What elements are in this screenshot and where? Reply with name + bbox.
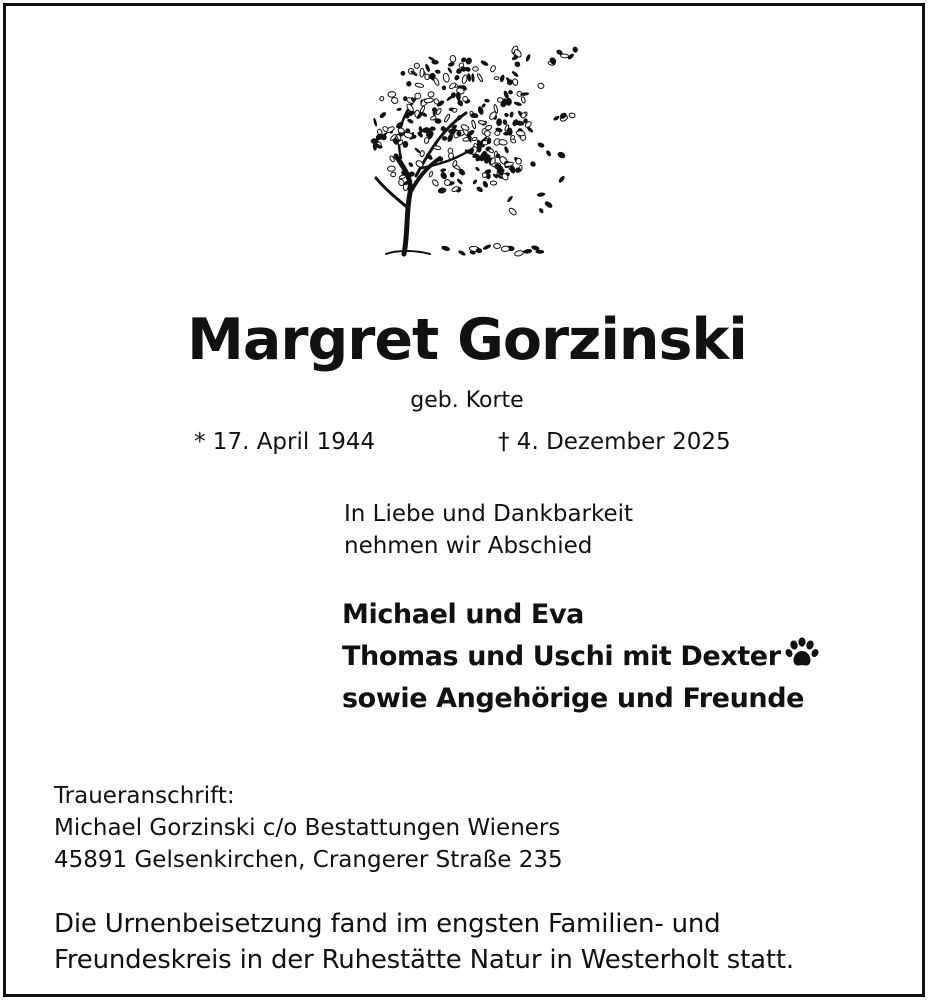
mourning-address bbox=[54, 780, 563, 876]
farewell-line: nehmen wir Abschied bbox=[344, 533, 593, 559]
address-line: 45891 Gelsenkirchen, Crangerer Straße 235 bbox=[54, 847, 563, 873]
birth-date: * 17. April 1944 bbox=[194, 429, 376, 455]
tree-icon bbox=[356, 28, 586, 260]
burial-note bbox=[54, 906, 794, 978]
mourner-line: sowie Angehörige und Freunde bbox=[342, 683, 805, 714]
death-date: † 4. Dezember 2025 bbox=[498, 429, 731, 455]
mourners-list bbox=[342, 594, 819, 720]
farewell-text bbox=[344, 498, 633, 562]
mourner-line-with-pet bbox=[342, 636, 819, 678]
paw-print-icon bbox=[785, 636, 819, 670]
mourner-line: Michael und Eva bbox=[342, 599, 584, 630]
burial-note-line: Freundeskreis in der Ruhestätte Natur in Westerholt statt. bbox=[54, 945, 794, 975]
deceased-name: Margret Gorzinski bbox=[187, 307, 747, 373]
burial-note-line: Die Urnenbeisetzung fand im engsten Familien- und bbox=[54, 909, 721, 939]
address-line: Michael Gorzinski c/o Bestattungen Wieners bbox=[54, 815, 561, 841]
obituary-card bbox=[3, 3, 925, 997]
mourner-line: Thomas und Uschi mit Dexter bbox=[342, 641, 781, 672]
address-label: Traueranschrift: bbox=[54, 783, 235, 809]
birth-name: geb. Korte bbox=[410, 388, 524, 413]
farewell-line: In Liebe und Dankbarkeit bbox=[344, 501, 634, 527]
